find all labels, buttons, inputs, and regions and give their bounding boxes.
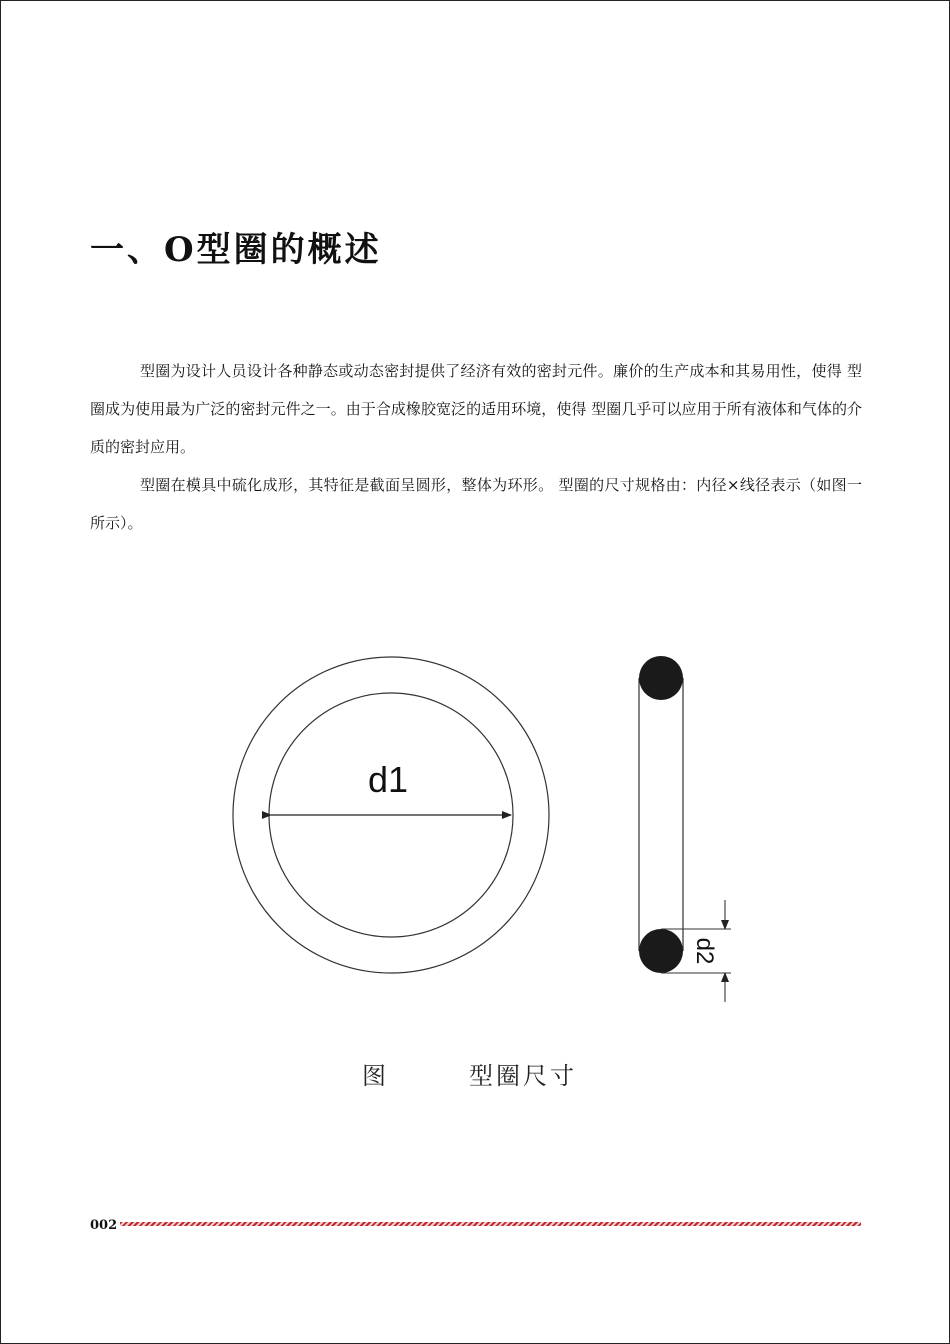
d1-label: d1: [367, 759, 409, 800]
caption-text: 型圈尺寸: [469, 1062, 577, 1090]
ring-front-view: [233, 657, 549, 973]
bottom-cross-section: [639, 929, 683, 973]
caption-figure-label: 图: [362, 1062, 389, 1090]
figure-caption: [362, 1056, 577, 1091]
o-ring-figure: [0, 640, 950, 1020]
footer-rule: [120, 1222, 861, 1226]
d2-label: d2: [691, 937, 718, 965]
page-number: 002: [90, 1218, 118, 1233]
ring-side-view: [639, 656, 731, 1002]
top-cross-section: [639, 656, 683, 700]
spec-paragraph: 型圈在模具中硫化成形，其特征是截面呈圆形，整体为环形。 型圈的尺寸规格由：内径×线径表示（如图一所示）。: [90, 476, 862, 532]
intro-paragraph: 型圈为设计人员设计各种静态或动态密封提供了经济有效的密封元件。廉价的生产成本和其易用性，使得 型圈成为使用最为广泛的密封元件之一。由于合成橡胶宽泛的适用环境，使得 型圈几乎可以应用于所有液体和气体的介质的密封应用。: [90, 362, 862, 456]
section-title: 一、O型圈的概述: [90, 230, 382, 270]
